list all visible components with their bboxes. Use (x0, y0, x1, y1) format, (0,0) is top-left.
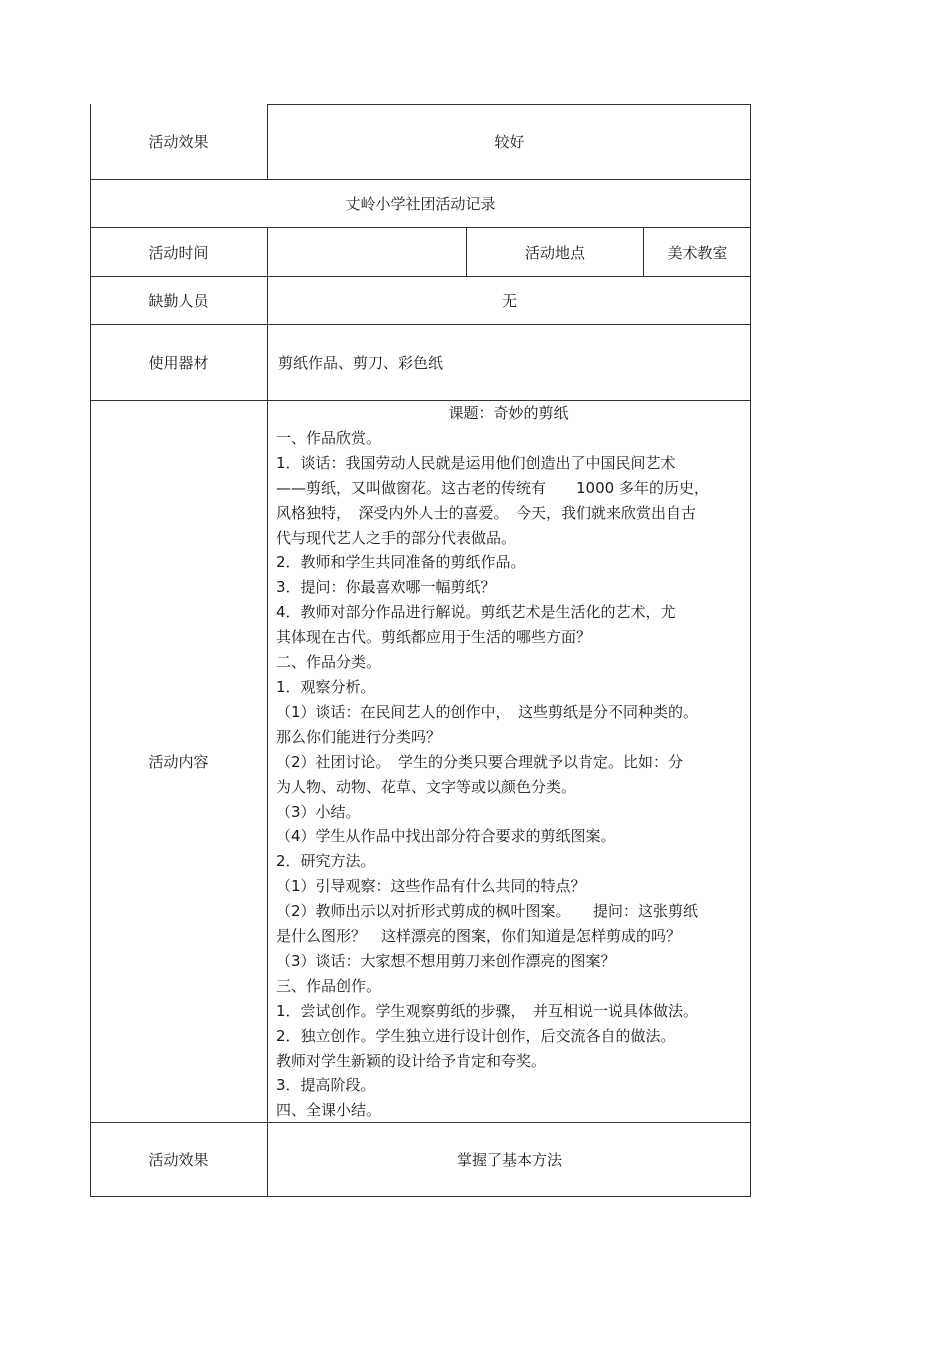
content-line: 3．提高阶段。 (276, 1076, 376, 1095)
row-content (90, 401, 751, 1123)
content-line: 3．提问：你最喜欢哪一幅剪纸？ (276, 578, 496, 597)
label-absent: 缺勤人员 (148, 292, 209, 310)
content-line: 风格独特， 深受内外人士的喜爱。 今天，我们就来欣赏出自古 (276, 503, 697, 522)
content-line: （3）谈话：大家想不想用剪刀来创作漂亮的图案？ (276, 951, 616, 970)
content-line: （2）社团讨论。 学生的分类只要合理就予以肯定。比如：分 (276, 752, 684, 771)
content-line: 1．谈话：我国劳动人民就是运用他们创造出了中国民间艺术 (276, 453, 676, 472)
content-line: 教师对学生新颖的设计给予肯定和夸奖。 (276, 1051, 547, 1070)
label-time: 活动时间 (148, 243, 209, 262)
content-line: 为人物、动物、花草、文字等或以颜色分类。 (276, 777, 577, 796)
content-line: 其体现在古代。剪纸都应用于生活的哪些方面？ (276, 628, 592, 647)
content-line: 三、作品创作。 (276, 976, 382, 995)
content-line: 四、全课小结。 (276, 1101, 382, 1120)
content-line: 1．尝试创作。学生观察剪纸的步骤， 并互相说一说具体做法。 (276, 1001, 699, 1020)
content-line: 那么你们能进行分类吗？ (276, 727, 442, 746)
label-equipment: 使用器材 (148, 354, 209, 372)
label-effect-2: 活动效果 (148, 1151, 209, 1169)
content-line: 1．观察分析。 (276, 677, 376, 696)
content-line: 4．教师对部分作品进行解说。剪纸艺术是生活化的艺术，尤 (276, 603, 676, 622)
content-text (276, 401, 741, 1123)
label-place: 活动地点 (524, 243, 585, 262)
content-line: 2．研究方法。 (276, 852, 376, 871)
label-effect-1: 活动效果 (148, 133, 209, 151)
row-absent (90, 277, 751, 325)
content-line: ——剪纸，又叫做窗花。这古老的传统有 1000 多年的历史， (276, 478, 709, 497)
value-time (268, 228, 466, 276)
content-line: （1）引导观察：这些作品有什么共同的特点？ (276, 877, 586, 896)
value-effect-1: 较好 (494, 133, 525, 151)
content-line: 是什么图形？ 这样漂亮的图案，你们知道是怎样剪成的吗？ (276, 927, 682, 946)
value-equipment: 剪纸作品、剪刀、彩色纸 (278, 354, 444, 372)
row-time-place (90, 228, 751, 277)
value-absent: 无 (501, 292, 517, 310)
content-line: 代与现代艺人之手的部分代表做品。 (276, 528, 517, 547)
row-effect-1 (90, 104, 751, 180)
content-line: 二、作品分类。 (276, 653, 382, 672)
row-equipment (90, 325, 751, 401)
content-line: （3）小结。 (276, 802, 361, 821)
label-content: 活动内容 (148, 753, 209, 771)
lesson-title: 课题：奇妙的剪纸 (448, 404, 569, 422)
table-title: 丈岭小学社团活动记录 (345, 195, 496, 213)
value-place: 美术教室 (667, 243, 728, 262)
content-line: （4）学生从作品中找出部分符合要求的剪纸图案。 (276, 827, 616, 846)
value-effect-2: 掌握了基本方法 (456, 1151, 562, 1169)
activity-record-table (90, 104, 751, 1197)
content-line: （1）谈话：在民间艺人的创作中， 这些剪纸是分不同种类的。 (276, 702, 699, 721)
content-line: （2）教师出示以对折形式剪成的枫叶图案。 提问：这张剪纸 (276, 902, 699, 921)
content-line: 一、作品欣赏。 (276, 428, 382, 447)
content-line: 2．独立创作。学生独立进行设计创作，后交流各自的做法。 (276, 1026, 676, 1045)
row-effect-2 (90, 1123, 751, 1197)
row-title (90, 180, 751, 228)
content-line: 2．教师和学生共同准备的剪纸作品。 (276, 553, 526, 572)
